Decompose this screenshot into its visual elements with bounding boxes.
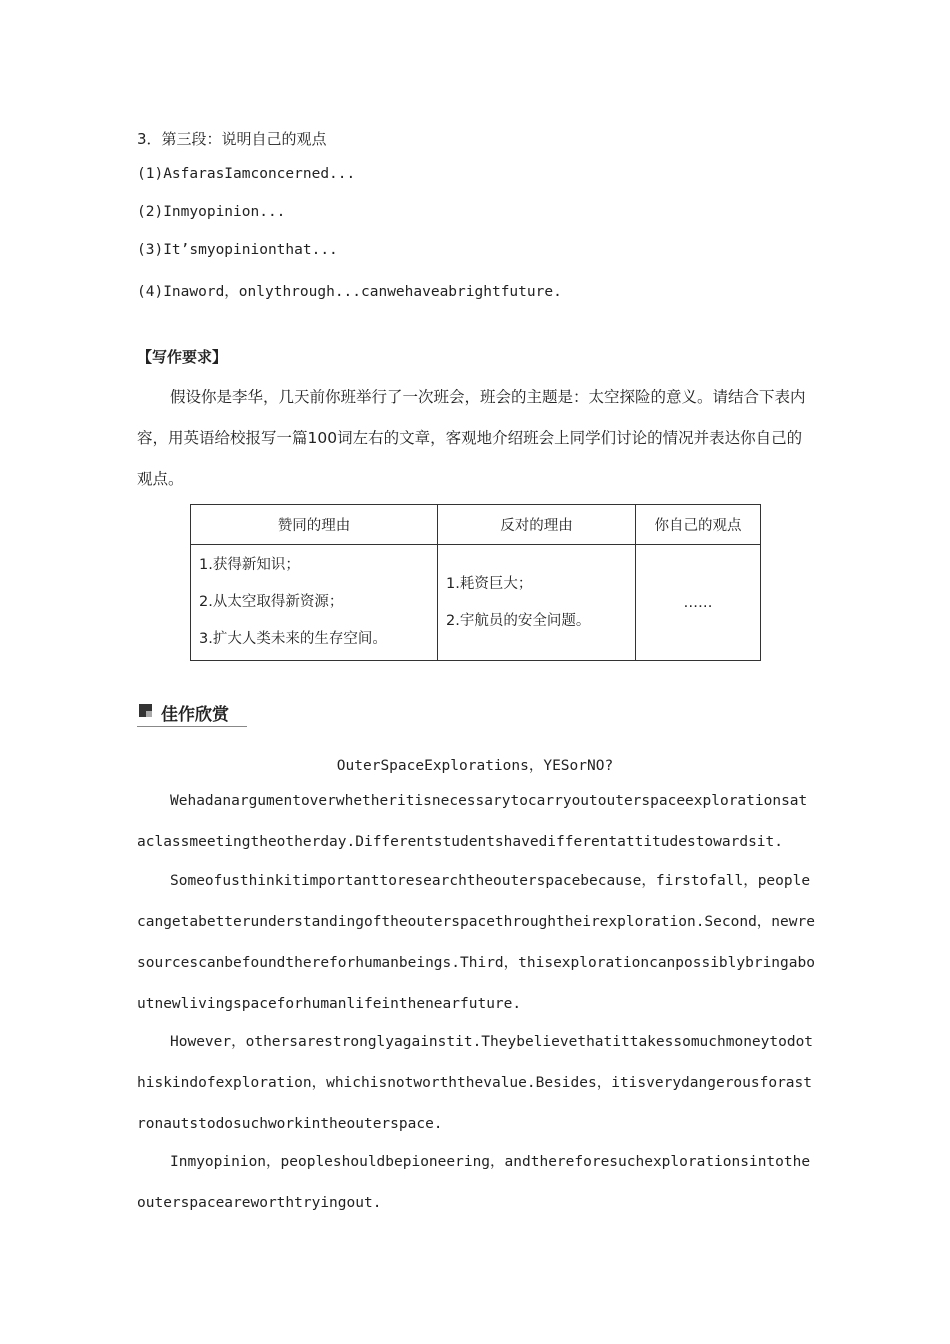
against-cell <box>438 545 636 661</box>
requirements-text: 假设你是李华，几天前你班举行了一次班会，班会的主题是：太空探险的意义。请结合下表内容，用英语给校报写一篇100词左右的文章，客观地介绍班会上同学们讨论的情况并表达你自己的观点。 <box>137 388 806 488</box>
table-row <box>191 545 761 661</box>
phrase-item: (1)AsfarasIamconcerned... <box>137 166 356 182</box>
essay-title: OuterSpaceExplorations，YESorNO? <box>336 758 614 774</box>
agree-reason: 2.从太空取得新资源； <box>199 594 344 610</box>
essay-paragraph: Wehadanargumentoverwhetheritisnecessarytocarryoutouterspaceexplorationsataclassmeetingtheotherday.Differentstudentshavedifferentattitudestowardsit. <box>137 793 808 850</box>
essay-paragraph: However，othersarestronglyagainstit.Theybelievethatittakessomuchmoneytodothiskindofexploration，whichisnotworththevalue.Besides，itisverydangerousforastronautstodosuchworkintheouterspace. <box>137 1034 814 1132</box>
header-against: 反对的理由 <box>438 505 636 545</box>
essay-paragraph: Inmyopinion，peopleshouldbepioneering，andthereforesuchexplorationsintotheouterspaceareworthtryingout. <box>137 1154 811 1211</box>
reasons-table <box>190 504 761 661</box>
header-own: 你自己的观点 <box>636 505 761 545</box>
section-header <box>137 700 247 727</box>
agree-cell <box>191 545 438 661</box>
requirements-label: 【写作要求】 <box>137 348 228 366</box>
own-opinion-cell: …… <box>636 545 761 661</box>
section-title: 佳作欣赏 <box>161 705 229 725</box>
table-header-row <box>191 505 761 545</box>
agree-reason: 1.获得新知识； <box>199 557 300 573</box>
phrase-item: (2)Inmyopinion... <box>137 204 286 220</box>
phrase-item: (3)It’smyopinionthat... <box>137 242 338 258</box>
phrase-item: (4)Inaword，onlythrough...canwehaveabrightfuture. <box>137 284 562 300</box>
section-heading: 3．第三段：说明自己的观点 <box>137 130 327 148</box>
against-reason: 1.耗资巨大； <box>446 575 533 592</box>
agree-reason: 3.扩大人类未来的生存空间。 <box>199 631 387 647</box>
against-reason: 2.宇航员的安全问题。 <box>446 612 591 629</box>
essay-paragraph: Someofusthinkitimportanttoresearchtheouterspacebecause，firstofall，peoplecangetabetterunderstandingoftheouterspacethroughtheirexploration.Second，newresourcescanbefoundthereforhumanbeings.Third，thisexplorationcanpossiblybringaboutnewlivingspaceforhumanlifeinthenearfuture. <box>137 873 815 1012</box>
square-icon <box>139 704 152 717</box>
header-agree: 赞同的理由 <box>191 505 438 545</box>
